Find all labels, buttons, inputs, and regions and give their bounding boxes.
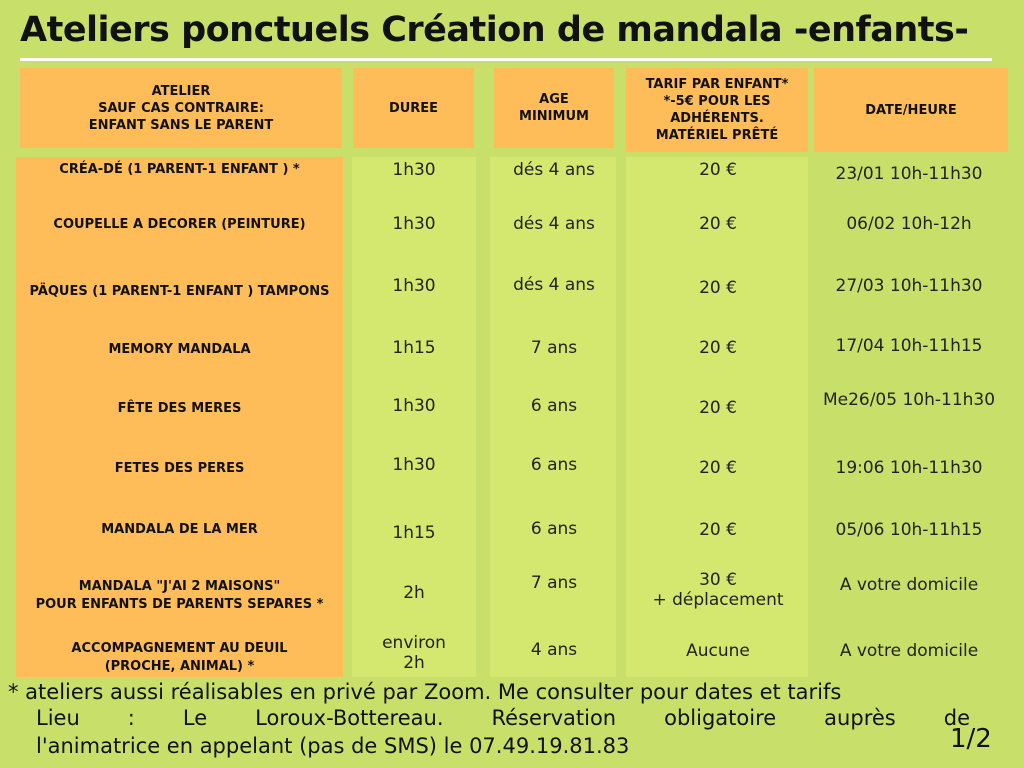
duree-cell [352, 633, 476, 673]
date-cell-line: 05/06 10h-11h15 [835, 520, 983, 540]
date-cell-line: 27/03 10h-11h30 [835, 276, 983, 296]
duree-cell-line: 2h [403, 653, 425, 673]
duree-cell-line: 1h30 [392, 214, 436, 234]
tarif-cell [628, 520, 808, 540]
age-cell-line: 7 ans [530, 338, 578, 358]
tarif-cell-line: 20 € [699, 160, 737, 180]
header-age-line: AGE [539, 92, 569, 107]
header-duree-line: DUREE [388, 100, 439, 116]
age-cell [492, 338, 616, 358]
date-cell [806, 336, 1012, 356]
atelier-cell-line: FETES DES PERES [114, 461, 245, 476]
atelier-cell [16, 161, 343, 179]
tarif-cell-line: 20 € [699, 398, 737, 418]
footer-contact: l'animatrice en appelant (pas de SMS) le 07.49.19.81.83 [36, 734, 630, 758]
atelier-cell [16, 400, 343, 418]
tarif-cell [628, 278, 808, 298]
atelier-cell-line: POUR ENFANTS DE PARENTS SEPARES * [35, 597, 324, 612]
header-atelier-line: SAUF CAS CONTRAIRE: [98, 100, 264, 116]
header-age [494, 68, 614, 148]
header-atelier [20, 68, 342, 148]
age-cell [492, 455, 616, 475]
duree-cell [352, 523, 476, 543]
duree-cell [352, 214, 476, 234]
age-cell-line: 6 ans [530, 519, 578, 539]
footer-location: Lieu : Le Loroux-Bottereau. Réservation obligatoire auprès de [36, 706, 970, 730]
date-cell-line: A votre domicile [839, 641, 979, 661]
tarif-cell [628, 641, 808, 661]
age-cell-line: dés 4 ans [513, 214, 595, 234]
date-cell-line: 17/04 10h-11h15 [835, 336, 983, 356]
tarif-cell-line: Aucune [686, 641, 750, 661]
date-cell [806, 458, 1012, 478]
date-cell-line: A votre domicile [839, 575, 979, 595]
header-tarif-line: ADHÉRENTS. [670, 111, 764, 126]
date-cell [806, 520, 1012, 540]
tarif-cell-line: 20 € [699, 458, 737, 478]
date-cell [806, 390, 1012, 410]
header-tarif [626, 68, 808, 152]
tarif-cell [628, 458, 808, 478]
date-cell [806, 641, 1012, 661]
atelier-cell-line: MEMORY MANDALA [108, 342, 251, 357]
tarif-cell-line: 20 € [699, 214, 737, 234]
atelier-cell-line: COUPELLE A DECORER (PEINTURE) [53, 217, 306, 232]
date-cell [806, 164, 1012, 184]
date-cell-line: 23/01 10h-11h30 [835, 164, 983, 184]
duree-cell-line: 1h15 [392, 338, 436, 358]
tarif-cell [628, 338, 808, 358]
tarif-cell [628, 570, 808, 610]
age-cell [492, 160, 616, 180]
atelier-cell [16, 216, 343, 234]
date-cell [806, 214, 1012, 234]
duree-cell-line: 1h15 [392, 523, 436, 543]
date-cell-line: 19:06 10h-11h30 [835, 458, 983, 478]
header-duree [353, 68, 474, 148]
age-cell-line: dés 4 ans [513, 275, 595, 295]
tarif-cell-line: + déplacement [652, 590, 784, 610]
title-underline [20, 58, 992, 61]
atelier-cell [16, 640, 343, 676]
tarif-cell-line: 20 € [699, 338, 737, 358]
duree-cell-line: 1h30 [392, 160, 436, 180]
column-age [490, 157, 616, 677]
atelier-cell-line: FÊTE DES MERES [117, 401, 242, 416]
duree-cell [352, 583, 476, 603]
footer-note: * ateliers aussi réalisables en privé par Zoom. Me consulter pour dates et tarifs [8, 680, 842, 704]
duree-cell [352, 160, 476, 180]
header-age-line: MINIMUM [519, 109, 589, 124]
date-cell [806, 276, 1012, 296]
age-cell-line: 7 ans [530, 573, 578, 593]
atelier-cell-line: MANDALA DE LA MER [101, 522, 258, 537]
tarif-cell [628, 214, 808, 234]
atelier-cell-line: PÄQUES (1 PARENT-1 ENFANT ) TAMPONS [29, 284, 330, 299]
duree-cell-line: 1h30 [392, 276, 436, 296]
atelier-cell-line: CRÉA-DÉ (1 PARENT-1 ENFANT ) * [59, 162, 300, 177]
duree-cell [352, 455, 476, 475]
header-date [814, 68, 1008, 152]
header-atelier-line: ENFANT SANS LE PARENT [88, 117, 274, 133]
duree-cell [352, 338, 476, 358]
page-title: Ateliers ponctuels Création de mandala -enfants- [20, 10, 969, 50]
tarif-cell [628, 160, 808, 180]
age-cell-line: 6 ans [530, 455, 578, 475]
atelier-cell-line: (PROCHE, ANIMAL) * [104, 659, 255, 674]
date-cell-line: 06/02 10h-12h [846, 214, 972, 234]
tarif-cell [628, 398, 808, 418]
age-cell [492, 573, 616, 593]
duree-cell [352, 396, 476, 416]
tarif-cell-line: 20 € [699, 278, 737, 298]
tarif-cell-line: 30 € [699, 570, 737, 590]
age-cell-line: 6 ans [530, 396, 578, 416]
age-cell [492, 275, 616, 295]
duree-cell [352, 276, 476, 296]
date-cell [806, 575, 1012, 595]
atelier-cell [16, 521, 343, 539]
age-cell-line: 4 ans [530, 640, 578, 660]
tarif-cell-line: 20 € [699, 520, 737, 540]
duree-cell-line: environ [382, 633, 446, 653]
date-cell-line: Me26/05 10h-11h30 [822, 390, 996, 410]
atelier-cell-line: MANDALA "J'AI 2 MAISONS" [78, 579, 281, 594]
atelier-cell-line: ACCOMPAGNEMENT AU DEUIL [71, 641, 288, 656]
header-atelier-line: ATELIER [151, 83, 211, 99]
duree-cell-line: 1h30 [392, 396, 436, 416]
header-tarif-line: TARIF PAR ENFANT* [645, 77, 789, 92]
age-cell-line: dés 4 ans [513, 160, 595, 180]
header-tarif-line: MATÉRIEL PRÊTÉ [655, 128, 779, 143]
atelier-cell [16, 460, 343, 478]
atelier-cell [16, 341, 343, 359]
page-number: 1/2 [950, 724, 992, 754]
age-cell [492, 396, 616, 416]
age-cell [492, 214, 616, 234]
atelier-cell [16, 283, 343, 301]
header-date-line: DATE/HEURE [865, 102, 957, 118]
duree-cell-line: 2h [403, 583, 425, 603]
age-cell [492, 640, 616, 660]
age-cell [492, 519, 616, 539]
header-tarif-line: *-5€ POUR LES [663, 94, 771, 109]
duree-cell-line: 1h30 [392, 455, 436, 475]
atelier-cell [16, 578, 343, 614]
